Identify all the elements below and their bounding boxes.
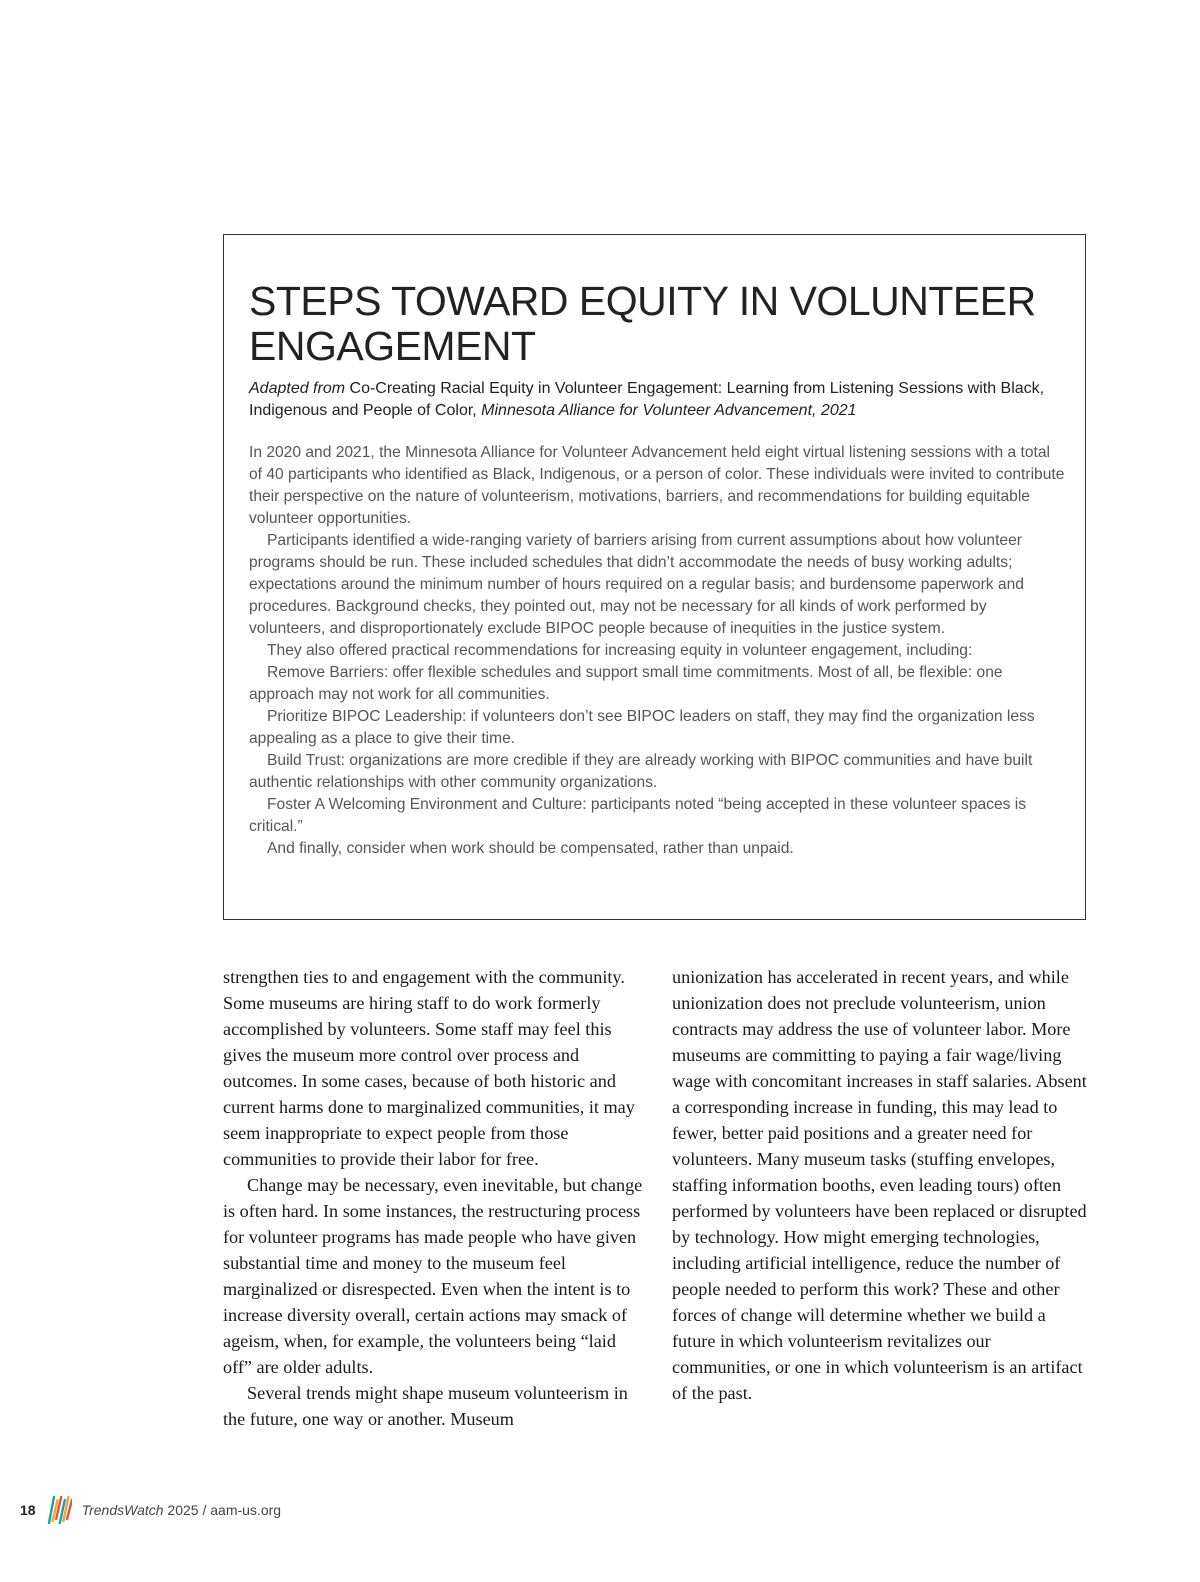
body-paragraph: unionization has accelerated in recent years, and while unionization does not preclude volunteerism, union contracts may address the use of volunteer labor. More museums are committing to paying a fair wage/living wage with concomitant increases in staff salaries. Absent a corresponding increase in funding, this may lead to fewer, better paid positions and a greater need for volunteers. Many museum tasks (stuffing envelopes, staffing information booths, even leading tours) often performed by volunteers have been replaced or disrupted by technology. How might emerging technologies, including artificial intelligence, reduce the number of people needed to perform this work? These and other forces of change will determine whether we build a future in which volunteerism revitalizes our communities, or one in which volunteerism is an artifact of the past. xyxy=(672,967,1087,1403)
publication-year-url: 2025 / aam-us.org xyxy=(163,1502,282,1518)
body-column-right xyxy=(672,964,1092,1406)
sidebar-paragraph: They also offered practical recommendations for increasing equity in volunteer engagement, including: xyxy=(267,642,973,659)
source-publisher: Minnesota Alliance for Volunteer Advancement, 2021 xyxy=(481,402,857,419)
body-paragraph: Several trends might shape museum volunteerism in the future, one way or another. Museum xyxy=(223,1383,628,1429)
sidebar-paragraph: Build Trust: organizations are more credible if they are already working with BIPOC communities and have built authentic relationships with other community organizations. xyxy=(249,752,1033,791)
sidebar-title: STEPS TOWARD EQUITY IN VOLUNTEER ENGAGEMENT xyxy=(249,278,1036,369)
source-work-title: Co-Creating Racial Equity in Volunteer Engagement: Learning from Listening Sessions with Black, Indigenous and People of Color, xyxy=(249,380,1045,419)
body-paragraph: Change may be necessary, even inevitable, but change is often hard. In some instances, the restructuring process for volunteer programs has made people who have given substantial time and money to the museum feel marginalized or disrespected. Even when the intent is to increase diversity overall, certain actions may smack of ageism, when, for example, the volunteers being “laid off” are older adults. xyxy=(223,1175,643,1377)
sidebar-paragraph: Prioritize BIPOC Leadership: if volunteers don’t see BIPOC leaders on staff, they may find the organization less appealing as a place to give their time. xyxy=(249,708,1035,747)
trendswatch-logo-icon xyxy=(46,1493,72,1527)
sidebar-source xyxy=(249,378,1079,422)
sidebar-paragraph: And finally, consider when work should be compensated, rather than unpaid. xyxy=(267,840,794,857)
sidebar-body xyxy=(249,442,1067,860)
sidebar-paragraph: In 2020 and 2021, the Minnesota Alliance for Volunteer Advancement held eight virtual listening sessions with a total of 40 participants who identified as Black, Indigenous, or a person of color. These individuals were invited to contribute their perspective on the nature of volunteerism, motivations, barriers, and recommendations for building equitable volunteer opportunities. xyxy=(249,444,1065,527)
sidebar-paragraph: Foster A Welcoming Environment and Culture: participants noted “being accepted in these volunteer spaces is critical.” xyxy=(249,796,1027,835)
page-footer xyxy=(20,1492,281,1528)
sidebar-paragraph: Remove Barriers: offer flexible schedules and support small time commitments. Most of all, be flexible: one approach may not work for all communities. xyxy=(249,664,1003,703)
body-column-left xyxy=(223,964,643,1432)
source-adapted-from: Adapted from xyxy=(249,380,346,397)
sidebar-paragraph: Participants identified a wide-ranging variety of barriers arising from current assumptions about how volunteer programs should be run. These included schedules that didn’t accommodate the needs of busy working adults; expectations around the minimum number of hours required on a regular basis; and burdensome paperwork and procedures. Background checks, they pointed out, may not be necessary for all kinds of work performed by volunteers, and disproportionately exclude BIPOC people because of inequities in the justice system. xyxy=(249,532,1024,637)
page-number: 18 xyxy=(20,1502,36,1518)
publication-name: TrendsWatch xyxy=(81,1502,164,1518)
body-paragraph: strengthen ties to and engagement with the community. Some museums are hiring staff to do work formerly accomplished by volunteers. Some staff may feel this gives the museum more control over process and outcomes. In some cases, because of both historic and current harms done to marginalized communities, it may seem inappropriate to expect people from those communities to provide their labor for free. xyxy=(223,967,635,1169)
footer-publication xyxy=(82,1502,281,1518)
sidebar-box xyxy=(223,234,1086,920)
